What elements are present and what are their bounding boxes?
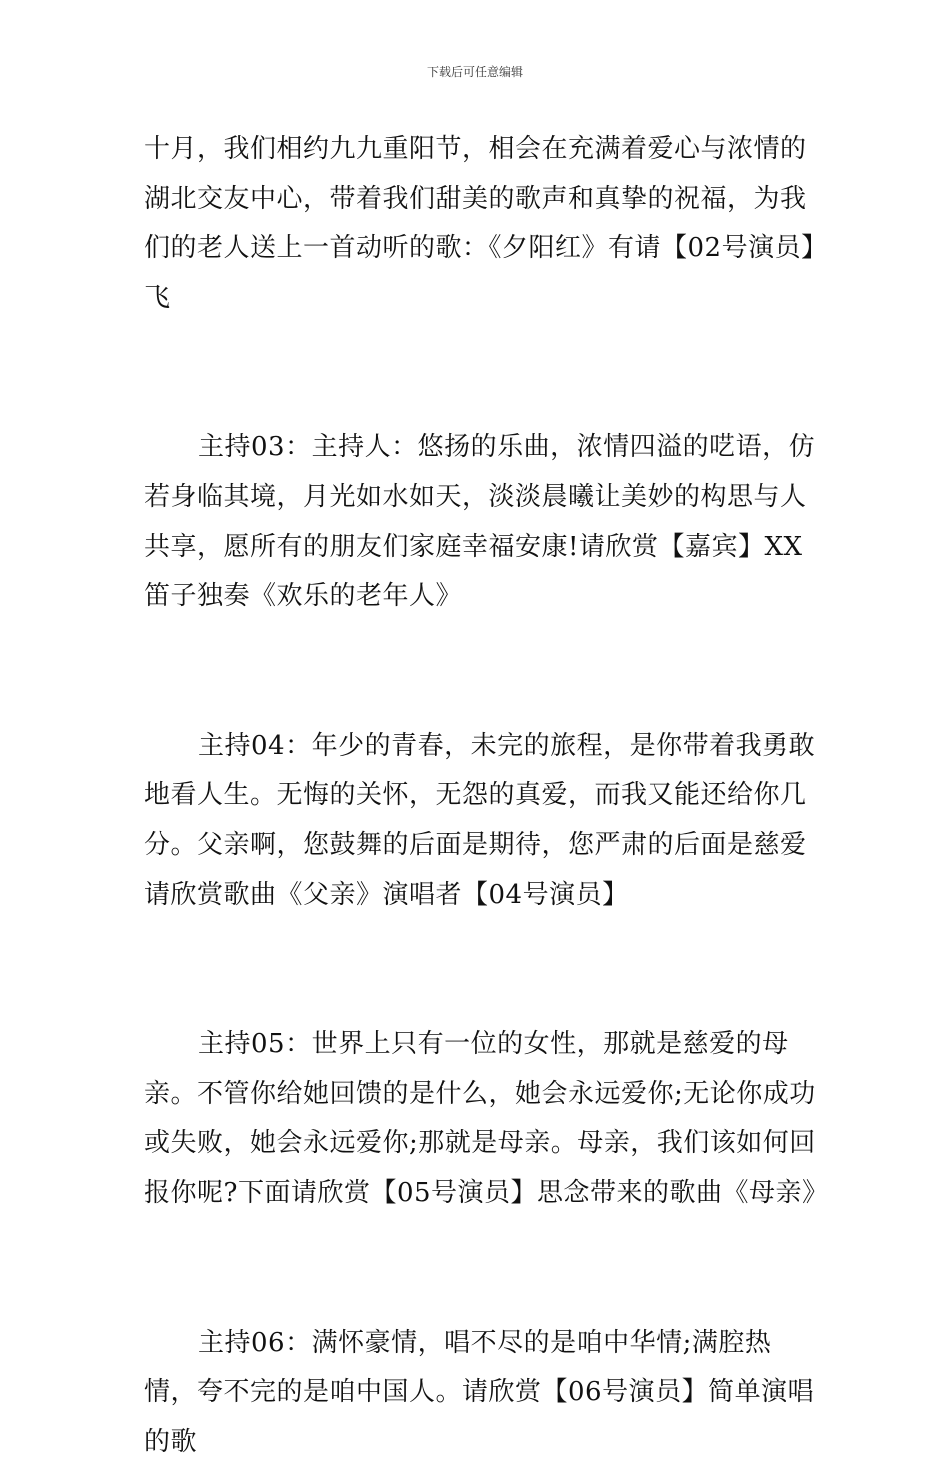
paragraph-2: 主持03：主持人：悠扬的乐曲，浓情四溢的呓语，仿若身临其境，月光如水如天，淡淡晨曦让美妙的构思与人共享，愿所有的朋友们家庭幸福安康!请欣赏【嘉宾】XX笛子独奏《欢乐的老年人》	[144, 423, 816, 621]
paragraph-4: 主持05：世界上只有一位的女性，那就是慈爱的母亲。不管你给她回馈的是什么，她会永远爱你;无论你成功或失败，她会永远爱你;那就是母亲。母亲，我们该如何回报你呢?下面请欣赏【05号演员】思念带来的歌曲《母亲》	[144, 1020, 816, 1218]
paragraph-3: 主持04：年少的青春，未完的旅程，是你带着我勇敢地看人生。无悔的关怀，无怨的真爱，而我又能还给你几分。父亲啊，您鼓舞的后面是期待，您严肃的后面是慈爱请欣赏歌曲《父亲》演唱者【04号演员】	[144, 722, 816, 920]
paragraph-5: 主持06：满怀豪情，唱不尽的是咱中华情;满腔热情，夸不完的是咱中国人。请欣赏【06号演员】简单演唱的歌	[144, 1319, 816, 1467]
document-body	[144, 125, 816, 1467]
paragraph-1: 十月，我们相约九九重阳节，相会在充满着爱心与浓情的湖北交友中心，带着我们甜美的歌声和真挚的祝福，为我们的老人送上一首动听的歌：《夕阳红》有请【02号演员】飞	[144, 125, 816, 323]
page-header: 下载后可任意编辑	[0, 64, 950, 80]
